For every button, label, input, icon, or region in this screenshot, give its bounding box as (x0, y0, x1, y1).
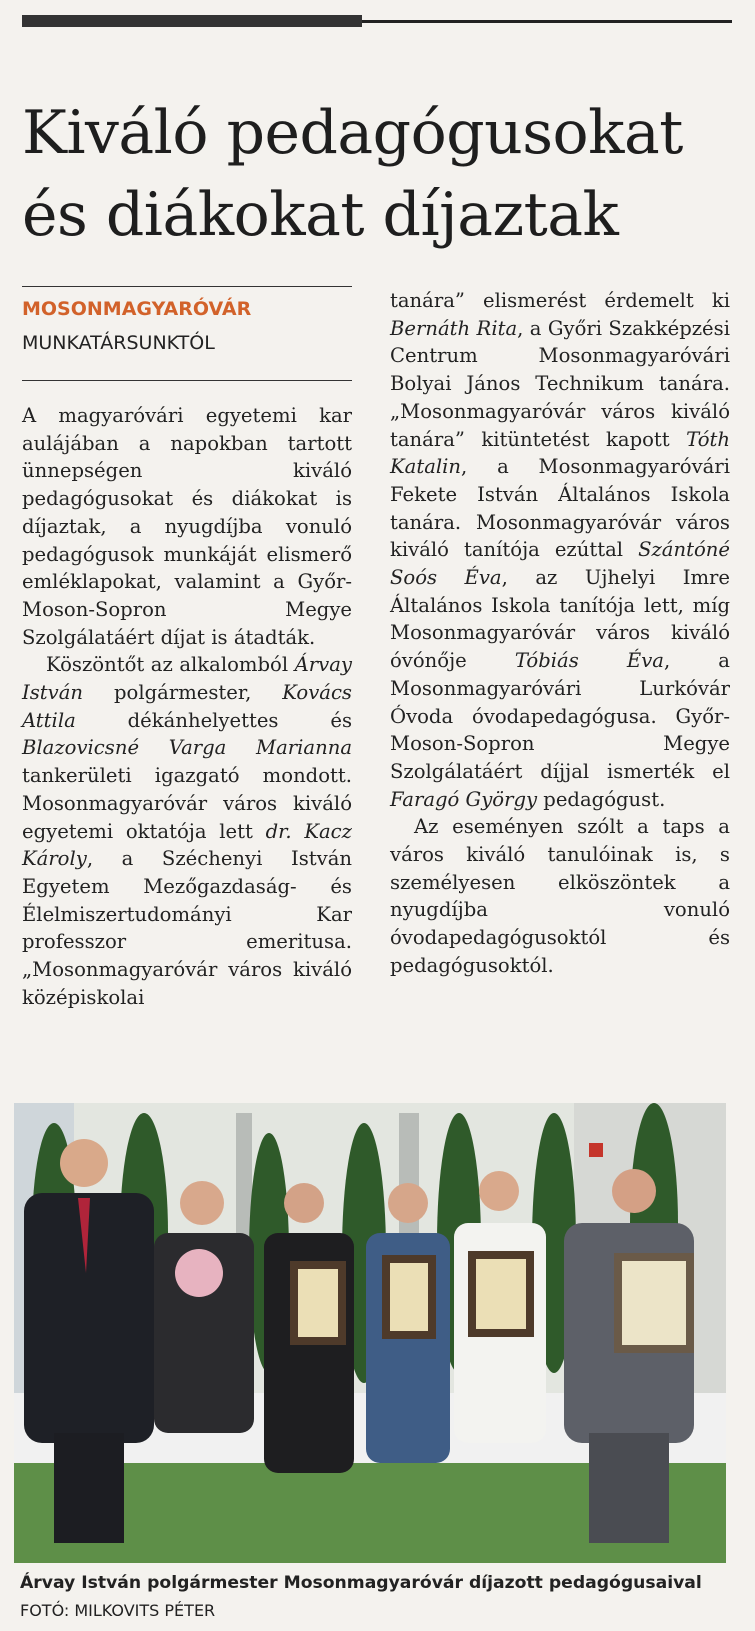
headline (22, 92, 742, 256)
person-name: Tóth Katalin (390, 427, 730, 479)
person-name: Blazovicsné Varga Marianna (22, 736, 352, 760)
headline-line-2: és diákokat díjaztak (22, 180, 619, 251)
photo-illustration (14, 1103, 726, 1563)
paragraph-awards: tanára” elismerést érdemelt ki Bernáth Rita, a Győri Szakképzési Centrum Mosonmagyaróvári Bolyai János Technikum tanára. „Mosonmagyaróvár város kiváló tanára” kitüntetést kapott Tóth Katalin, a Mosonmagyaróvári Fekete István Általános Iskola tanára. Mosonmagyaróvár város kiváló tanítója ezúttal Szántóné Soós Éva, az Ujhelyi Imre Általános Iskola tanítója lett, míg Mosonmagyaróvár város kiváló óvónője Tóbiás Éva, a Mosonmagyaróvári Lurkóvár Óvoda óvodapedagógusa. Győr-Moson-Sopron Megye Szolgálatáért díjjal ismerték el Faragó György pedagógust. (390, 289, 731, 811)
person-name: dr. Kacz Károly (22, 819, 352, 871)
article-column-2 (390, 287, 730, 980)
paragraph-closing: Az eseményen szólt a taps a város kiváló tanulóinak is, s személyesen elköszöntek a nyugdíjba vonuló óvodapedagógusoktól és pedagógusoktól. (390, 815, 730, 977)
person-name: Árvay István (22, 653, 352, 705)
award-ceremony-photo (14, 1103, 726, 1563)
person-name: Kovács Attila (22, 681, 352, 732)
top-rule (22, 20, 732, 23)
photo-credit: FOTÓ: MILKOVITS PÉTER (20, 1601, 216, 1620)
paragraph-intro: A magyaróvári egyetemi kar aulájában a napokban tartott ünnepségen kiváló pedagógusokat és diákokat is díjaztak, a nyugdíjba vonuló pedagógusok munkáját elismerő emléklapokat, valamint a Győr-Moson-Sopron Megye Szolgálatáért díjat is átadták. (22, 404, 352, 649)
headline-line-1: Kiváló pedagógusokat (22, 98, 683, 169)
person-name: Szántóné Soós Éva (390, 538, 730, 590)
kicker-location: MOSONMAGYARÓVÁR (22, 298, 252, 320)
person-name: Tóbiás Éva (514, 649, 664, 673)
person-name: Faragó György (390, 787, 538, 811)
photo-caption: Árvay István polgármester Mosonmagyaróvár díjazott pedagógusaival (20, 1573, 702, 1593)
kicker-top-rule (22, 286, 352, 287)
byline-bottom-rule (22, 380, 352, 381)
byline: MUNKATÁRSUNKTÓL (22, 332, 215, 354)
article-column-1 (22, 402, 352, 1011)
paragraph-speakers: Köszöntőt az alkalomból Árvay István polgármester, Kovács Attila dékánhelyettes és Blazovicsné Varga Marianna tankerületi igazgató mondott. Mosonmagyaróvár város kiváló egyetemi oktatója lett dr. Kacz Károly, a Széchenyi István Egyetem Mezőgazdaság- és Élelmiszertudományi Kar professzor emeritusa. „Mosonmagyaróvár város kiváló középiskolai (22, 653, 352, 1009)
person-name: Bernáth Rita (390, 316, 518, 340)
